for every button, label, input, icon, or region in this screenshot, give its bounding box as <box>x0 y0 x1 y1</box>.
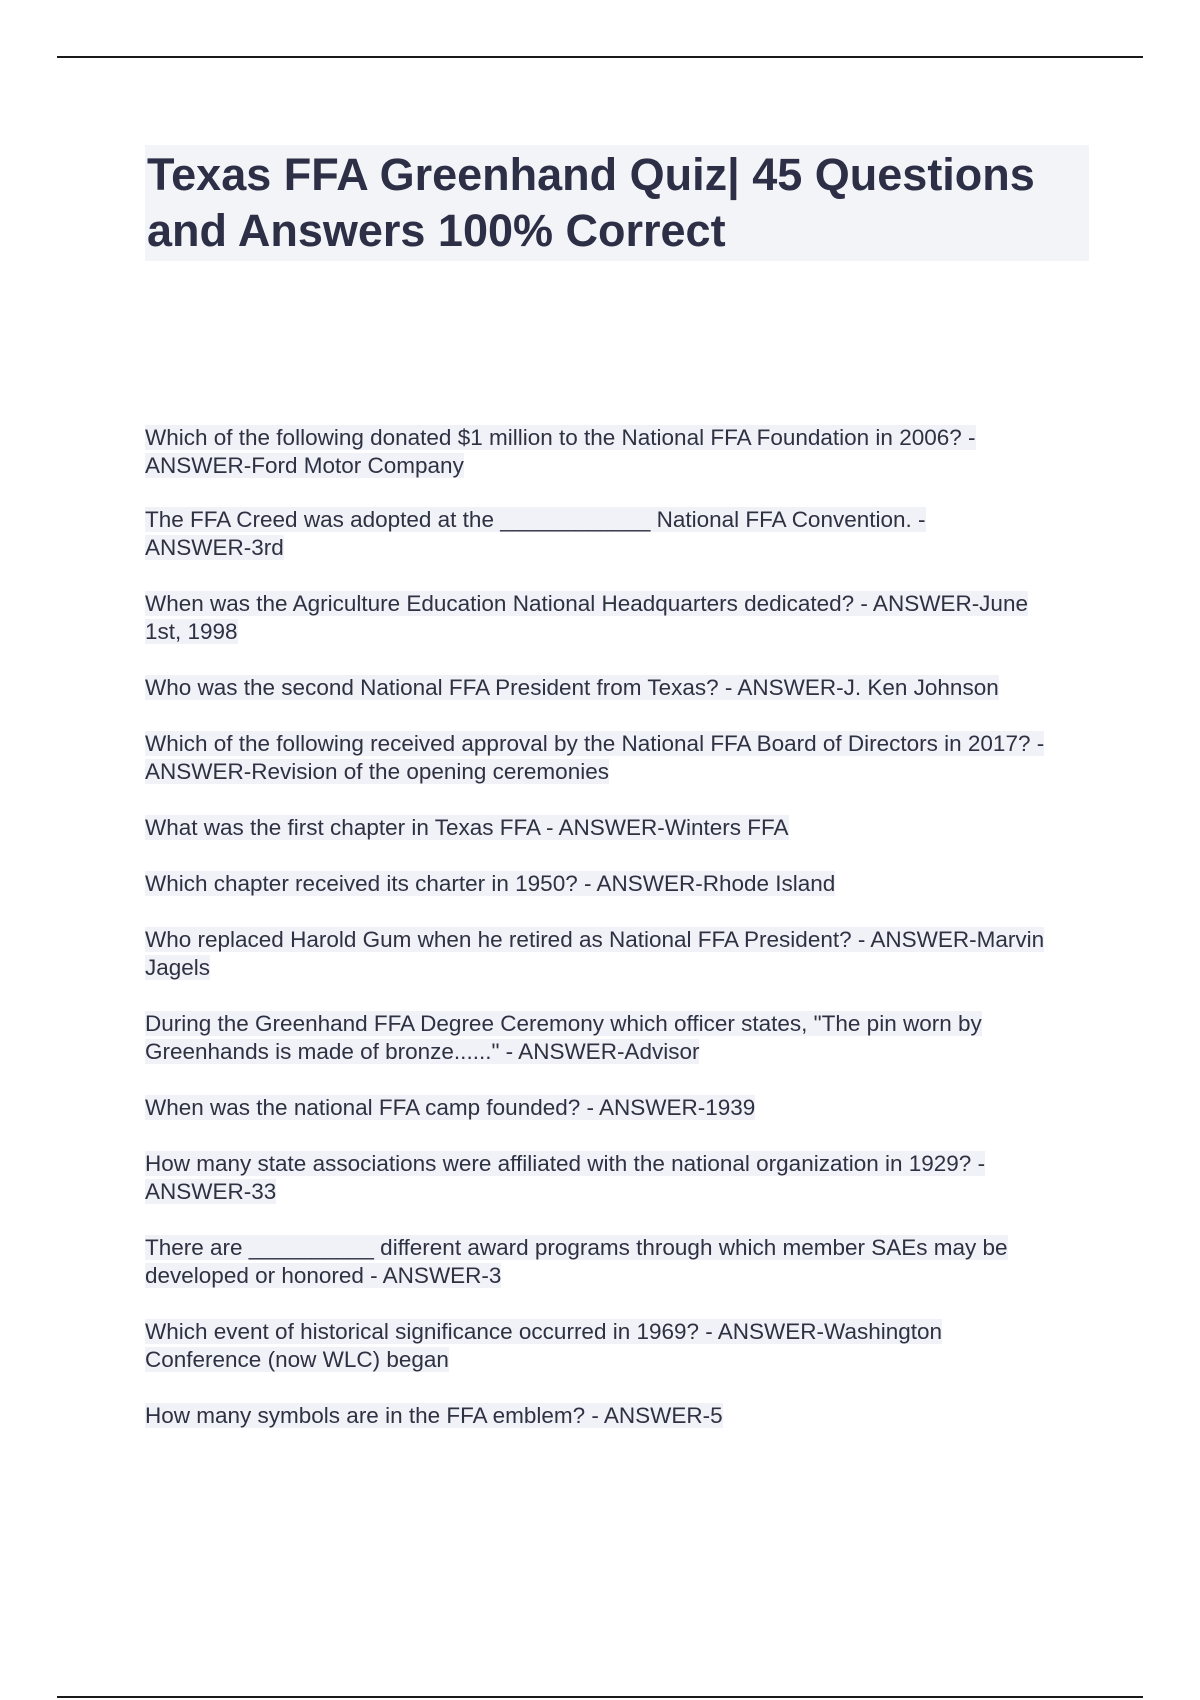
qa-item <box>145 674 1095 702</box>
qa-item <box>145 1318 1045 1374</box>
qa-text: Which of the following received approval by the National FFA Board of Directors in 2017? - ANSWER-Revision of the opening ceremonies <box>145 731 1045 784</box>
qa-text: The FFA Creed was adopted at the ____________ National FFA Convention. - ANSWER-3rd <box>145 507 926 560</box>
qa-item <box>145 1150 1065 1206</box>
qa-item <box>145 1094 1095 1122</box>
footer-rule <box>57 1696 1143 1698</box>
document-title: Texas FFA Greenhand Quiz| 45 Questions and Answers 100% Correct <box>147 149 1035 256</box>
qa-item <box>145 926 1070 982</box>
qa-item <box>145 814 1095 842</box>
qa-item <box>145 1010 1075 1066</box>
qa-text: Which event of historical significance occurred in 1969? - ANSWER-Washington Conference (now WLC) began <box>145 1319 943 1372</box>
qa-text: Which of the following donated $1 million to the National FFA Foundation in 2006? - ANSWER-Ford Motor Company <box>145 425 976 478</box>
qa-text: How many state associations were affiliated with the national organization in 1929? - ANSWER-33 <box>145 1151 986 1204</box>
qa-item <box>145 590 1045 646</box>
qa-item <box>145 1402 1095 1430</box>
header-rule <box>57 56 1143 58</box>
qa-item <box>145 1234 1105 1290</box>
qa-text: What was the first chapter in Texas FFA - ANSWER-Winters FFA <box>145 815 789 840</box>
qa-item <box>145 506 1025 562</box>
qa-item <box>145 730 1045 786</box>
title-block <box>145 145 1089 261</box>
qa-text: Who was the second National FFA President from Texas? - ANSWER-J. Ken Johnson <box>145 675 999 700</box>
qa-text: When was the Agriculture Education National Headquarters dedicated? - ANSWER-June 1st, 1998 <box>145 591 1028 644</box>
qa-text: When was the national FFA camp founded? - ANSWER-1939 <box>145 1095 756 1120</box>
qa-text: During the Greenhand FFA Degree Ceremony which officer states, "The pin worn by Greenhands is made of bronze......" - ANSWER-Advisor <box>145 1011 982 1064</box>
qa-text: Who replaced Harold Gum when he retired as National FFA President? - ANSWER-Marvin Jagels <box>145 927 1045 980</box>
qa-text: How many symbols are in the FFA emblem? - ANSWER-5 <box>145 1403 723 1428</box>
qa-text: Which chapter received its charter in 1950? - ANSWER-Rhode Island <box>145 871 836 896</box>
qa-item <box>145 870 1095 898</box>
qa-list <box>145 424 1095 1430</box>
qa-item <box>145 424 1045 480</box>
qa-text: There are __________ different award programs through which member SAEs may be developed or honored - ANSWER-3 <box>145 1235 1008 1288</box>
